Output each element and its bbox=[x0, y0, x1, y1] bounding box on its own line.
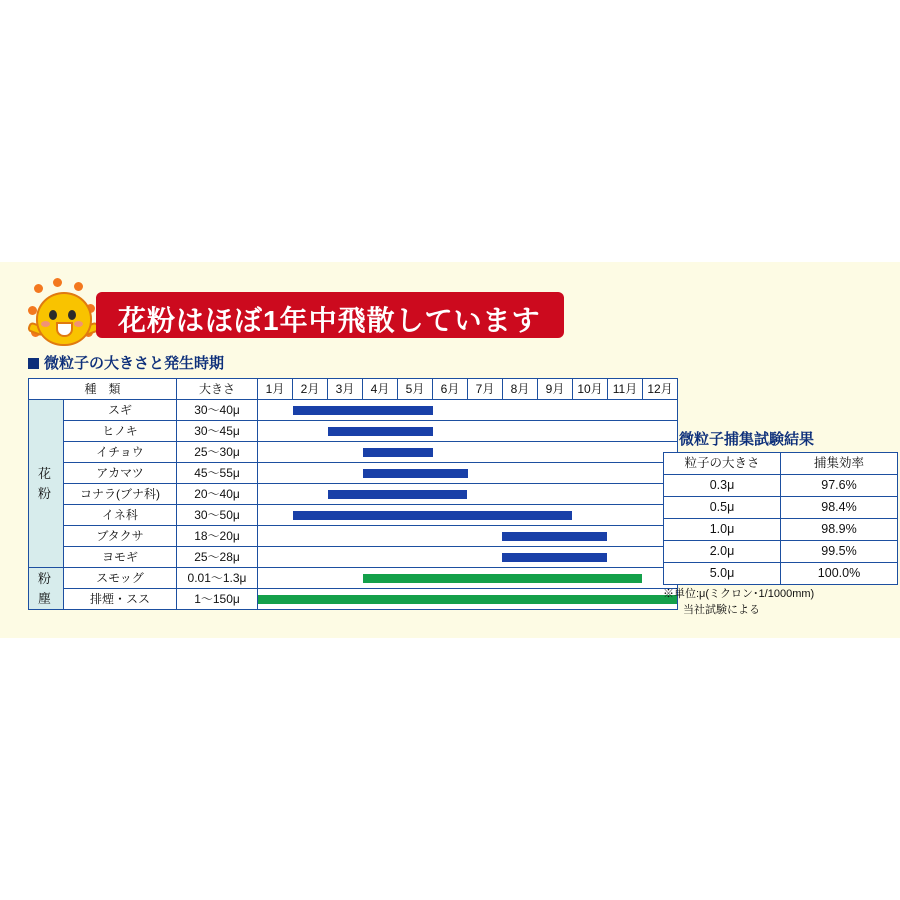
table-row bbox=[29, 526, 678, 547]
season-bar bbox=[328, 427, 433, 436]
row-size: 30〜45μ bbox=[177, 421, 258, 442]
table-row bbox=[29, 463, 678, 484]
row-bar-track bbox=[258, 484, 678, 505]
header-month-9: 9月 bbox=[538, 379, 573, 400]
table-row bbox=[29, 547, 678, 568]
table-row bbox=[664, 519, 898, 541]
efficiency-value: 99.5% bbox=[781, 541, 898, 563]
header-month-3: 3月 bbox=[328, 379, 363, 400]
table-row bbox=[664, 541, 898, 563]
row-size: 30〜40μ bbox=[177, 400, 258, 421]
row-name: ブタクサ bbox=[64, 526, 177, 547]
source-note: 当社試験による bbox=[683, 604, 760, 616]
sub-section-heading-label: 微粒子捕集試験結果 bbox=[679, 431, 815, 448]
row-name: コナラ(ブナ科) bbox=[64, 484, 177, 505]
table-row bbox=[29, 589, 678, 610]
sub-header-size: 粒子の大きさ bbox=[664, 453, 781, 475]
row-bar-track bbox=[258, 442, 678, 463]
particle-size: 0.5μ bbox=[664, 497, 781, 519]
row-size: 0.01〜1.3μ bbox=[177, 568, 258, 589]
row-bar-track bbox=[258, 526, 678, 547]
row-bar-track bbox=[258, 421, 678, 442]
row-name: イネ科 bbox=[64, 505, 177, 526]
season-bar bbox=[363, 469, 468, 478]
particle-size: 1.0μ bbox=[664, 519, 781, 541]
sub-table-body bbox=[664, 475, 898, 585]
sub-section-heading bbox=[663, 428, 814, 449]
particle-size: 0.3μ bbox=[664, 475, 781, 497]
row-name: イチョウ bbox=[64, 442, 177, 463]
unit-note: ※単位:μ(ミクロン･1/1000mm) bbox=[663, 588, 815, 600]
banner-title: 花粉はほぼ1年中飛散しています bbox=[118, 305, 541, 336]
header-month-7: 7月 bbox=[468, 379, 503, 400]
category-kafun: 花 粉 bbox=[29, 400, 64, 568]
table-row bbox=[29, 568, 678, 589]
header-size: 大きさ bbox=[177, 379, 258, 400]
table-row bbox=[29, 505, 678, 526]
main-section-heading-label: 微粒子の大きさと発生時期 bbox=[44, 355, 225, 372]
header-month-11: 11月 bbox=[608, 379, 643, 400]
row-bar-track bbox=[258, 547, 678, 568]
row-size: 20〜40μ bbox=[177, 484, 258, 505]
header-category: 種 類 bbox=[29, 379, 177, 400]
table-row bbox=[29, 484, 678, 505]
table-row bbox=[29, 400, 678, 421]
header-month-8: 8月 bbox=[503, 379, 538, 400]
row-size: 30〜50μ bbox=[177, 505, 258, 526]
season-bar bbox=[328, 490, 468, 499]
row-size: 25〜30μ bbox=[177, 442, 258, 463]
row-bar-track bbox=[258, 463, 678, 484]
header-month-10: 10月 bbox=[573, 379, 608, 400]
title-banner bbox=[96, 292, 564, 338]
particle-size: 5.0μ bbox=[664, 563, 781, 585]
row-bar-track bbox=[258, 505, 678, 526]
header-month-5: 5月 bbox=[398, 379, 433, 400]
row-name: アカマツ bbox=[64, 463, 177, 484]
table-row bbox=[29, 442, 678, 463]
collection-efficiency-table bbox=[663, 452, 898, 585]
efficiency-value: 98.9% bbox=[781, 519, 898, 541]
row-bar-track bbox=[258, 568, 678, 589]
row-name: 排煙・スス bbox=[64, 589, 177, 610]
season-bar bbox=[363, 574, 642, 583]
table-row bbox=[664, 563, 898, 585]
row-bar-track bbox=[258, 400, 678, 421]
season-bar bbox=[502, 532, 607, 541]
season-bar bbox=[258, 595, 677, 604]
header-month-1: 1月 bbox=[258, 379, 293, 400]
row-name: ヒノキ bbox=[64, 421, 177, 442]
main-section-heading bbox=[28, 352, 224, 373]
table-header-row bbox=[29, 379, 678, 400]
sub-table-header-row bbox=[664, 453, 898, 475]
season-bar bbox=[363, 448, 433, 457]
efficiency-value: 98.4% bbox=[781, 497, 898, 519]
row-name: スギ bbox=[64, 400, 177, 421]
particle-size: 2.0μ bbox=[664, 541, 781, 563]
category-funjin: 粉 塵 bbox=[29, 568, 64, 610]
header-month-12: 12月 bbox=[643, 379, 678, 400]
particle-season-table bbox=[28, 378, 678, 610]
table-row bbox=[664, 497, 898, 519]
sub-header-efficiency: 捕集効率 bbox=[781, 453, 898, 475]
row-size: 1〜150μ bbox=[177, 589, 258, 610]
row-name: スモッグ bbox=[64, 568, 177, 589]
header-month-6: 6月 bbox=[433, 379, 468, 400]
table-row bbox=[29, 421, 678, 442]
row-name: ヨモギ bbox=[64, 547, 177, 568]
season-bar bbox=[293, 511, 572, 520]
header-month-4: 4月 bbox=[363, 379, 398, 400]
sub-table-header bbox=[664, 453, 898, 475]
row-bar-track bbox=[258, 589, 678, 610]
row-size: 45〜55μ bbox=[177, 463, 258, 484]
season-bar bbox=[293, 406, 433, 415]
row-size: 18〜20μ bbox=[177, 526, 258, 547]
table-header bbox=[29, 379, 678, 400]
row-size: 25〜28μ bbox=[177, 547, 258, 568]
season-bar bbox=[502, 553, 607, 562]
square-bullet-icon bbox=[28, 358, 39, 369]
table-row bbox=[664, 475, 898, 497]
efficiency-value: 100.0% bbox=[781, 563, 898, 585]
table-body bbox=[29, 400, 678, 610]
efficiency-value: 97.6% bbox=[781, 475, 898, 497]
pollen-mascot-icon bbox=[28, 278, 98, 350]
header-month-2: 2月 bbox=[293, 379, 328, 400]
